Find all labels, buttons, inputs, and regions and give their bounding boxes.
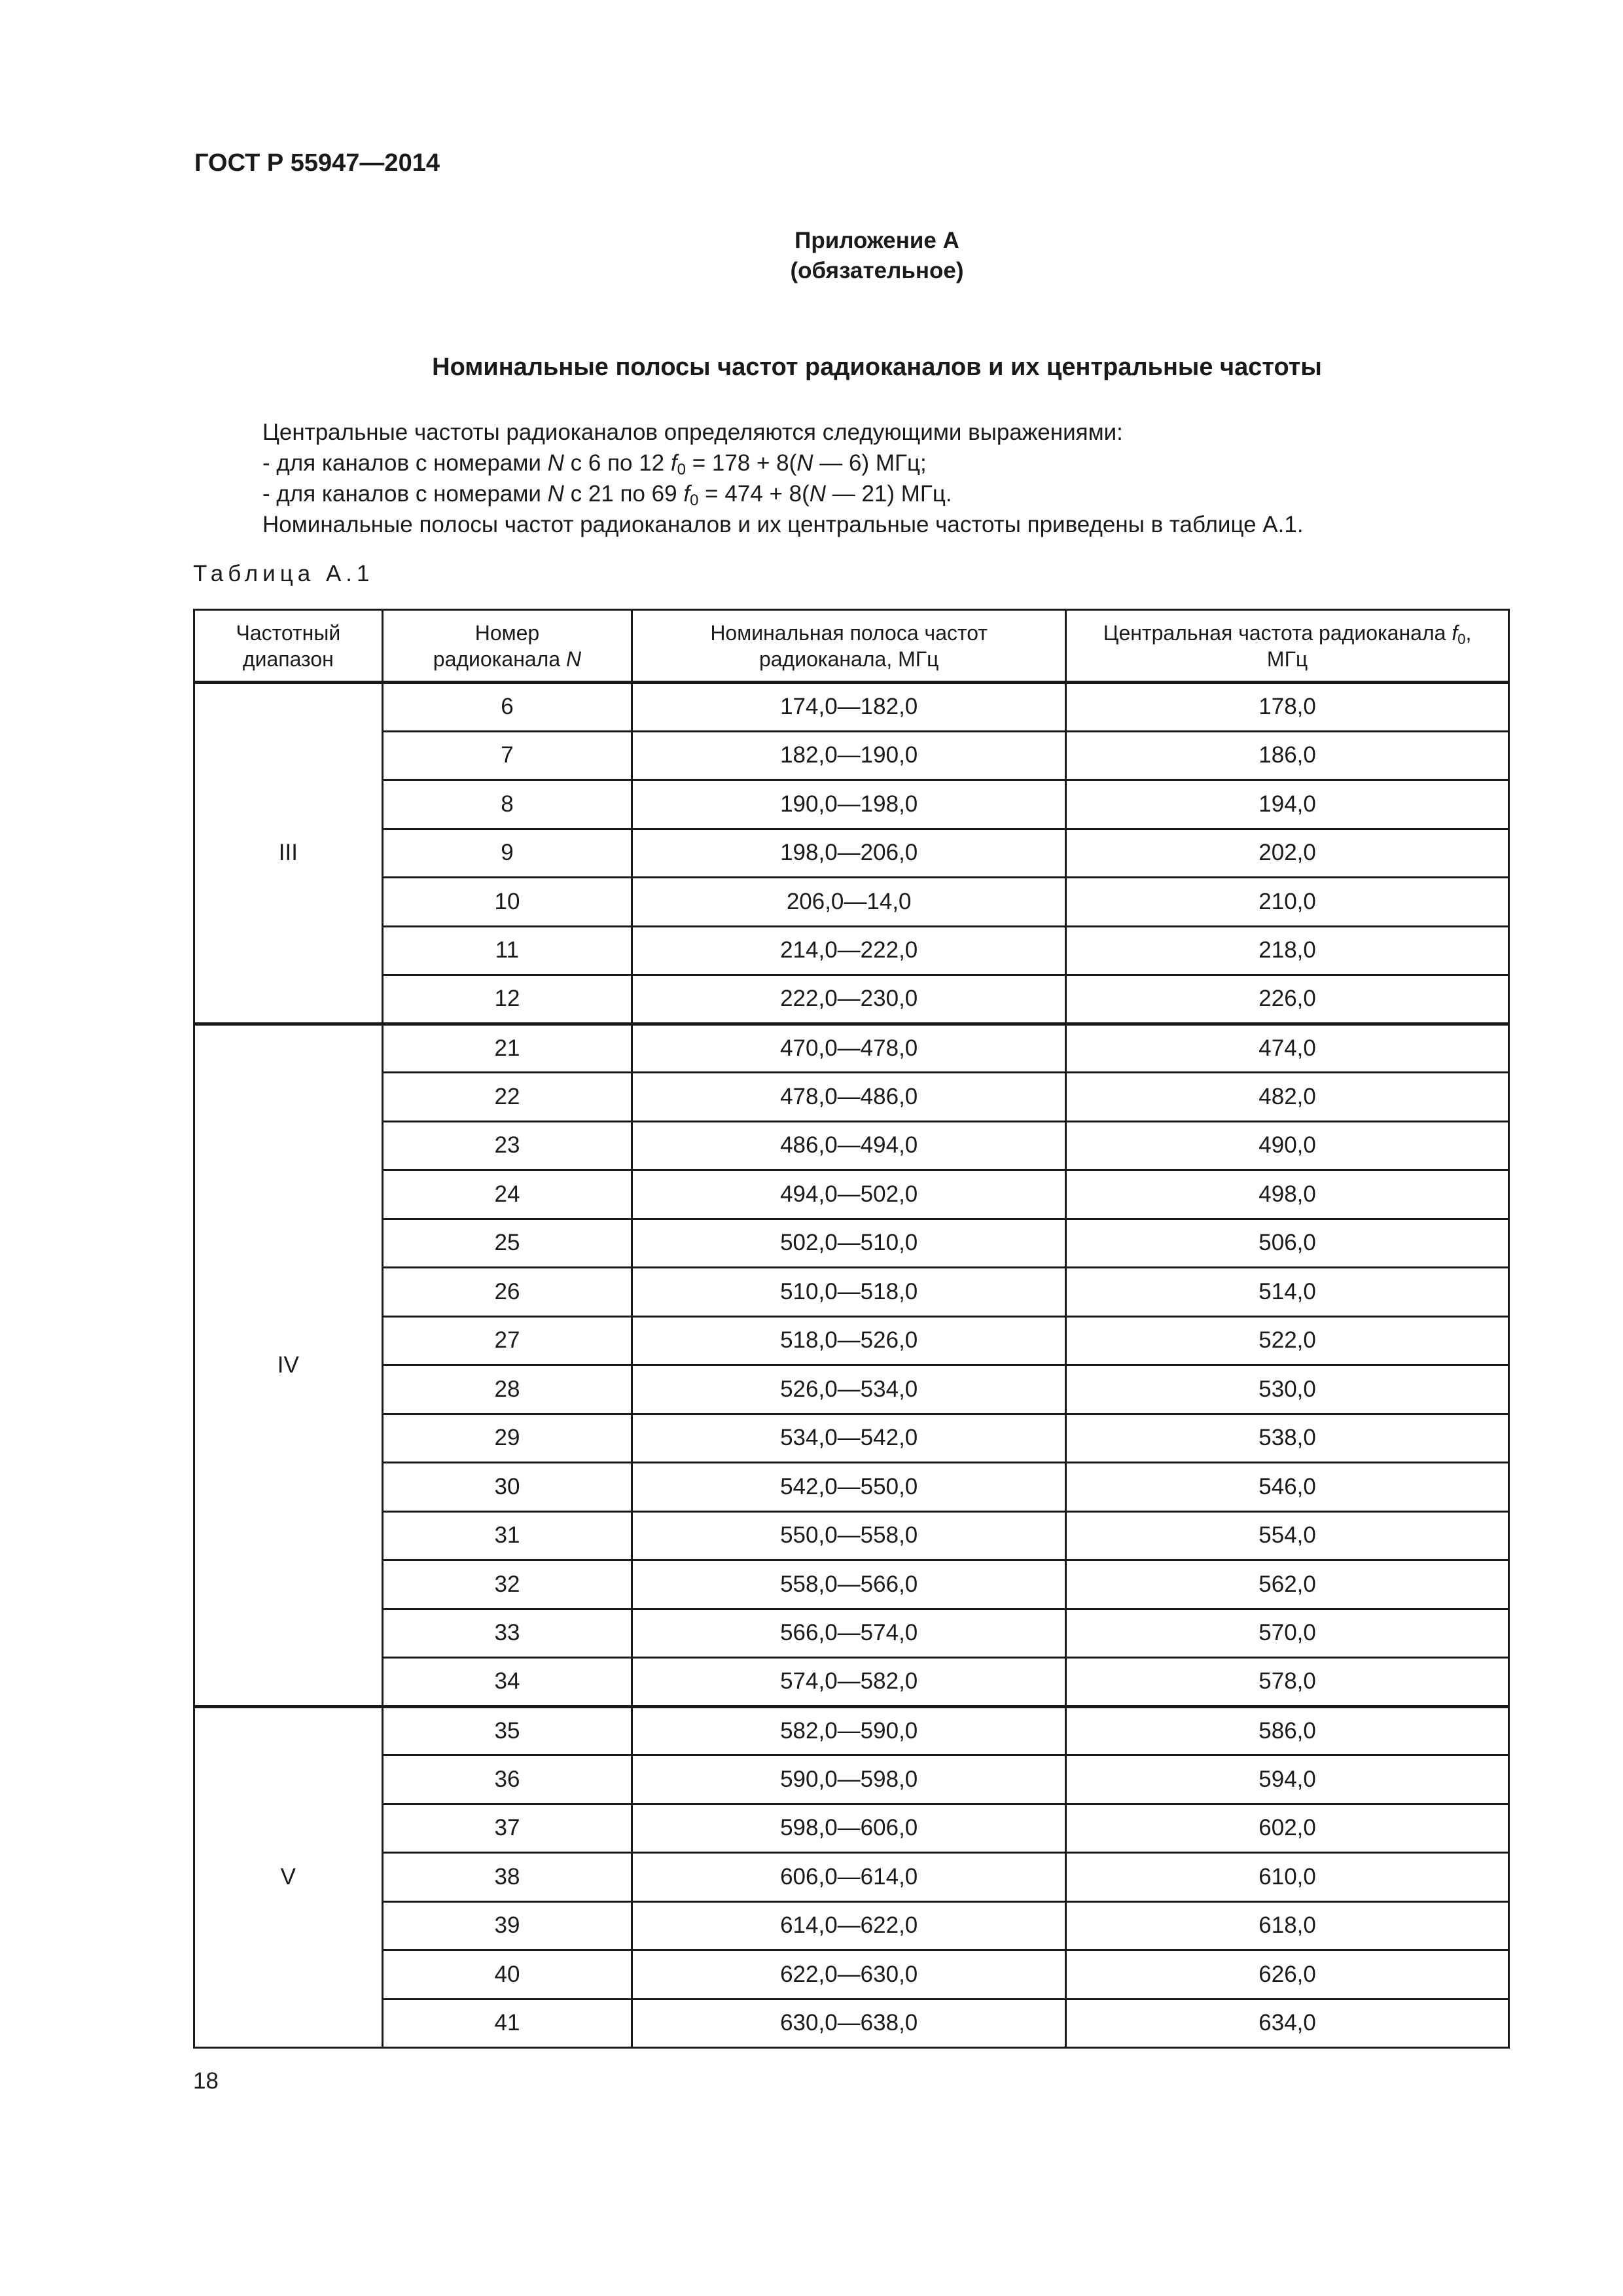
nominal-band-cell: 526,0—534,0 bbox=[632, 1365, 1066, 1414]
nominal-band-cell: 614,0—622,0 bbox=[632, 1901, 1066, 1950]
channel-number-cell: 37 bbox=[382, 1804, 632, 1853]
nominal-band-cell: 606,0—614,0 bbox=[632, 1853, 1066, 1902]
center-frequency-cell: 562,0 bbox=[1066, 1560, 1509, 1609]
center-frequency-cell: 578,0 bbox=[1066, 1658, 1509, 1707]
channel-number-cell: 9 bbox=[382, 829, 632, 878]
center-frequency-cell: 586,0 bbox=[1066, 1706, 1509, 1755]
table-row bbox=[194, 1219, 1509, 1268]
nominal-band-cell: 502,0—510,0 bbox=[632, 1219, 1066, 1268]
table-body bbox=[194, 683, 1509, 2048]
intro-line-1: Центральные частоты радиоканалов определяются следующими выражениями: bbox=[262, 420, 1123, 445]
nominal-band-cell: 590,0—598,0 bbox=[632, 1755, 1066, 1804]
channel-number-cell: 33 bbox=[382, 1609, 632, 1658]
center-frequency-cell: 618,0 bbox=[1066, 1901, 1509, 1950]
table-row bbox=[194, 1901, 1509, 1950]
nominal-band-cell: 486,0—494,0 bbox=[632, 1121, 1066, 1170]
nominal-band-cell: 518,0—526,0 bbox=[632, 1316, 1066, 1365]
center-frequency-cell: 594,0 bbox=[1066, 1755, 1509, 1804]
header-center-frequency: Центральная частота радиоканала $f_0$, МГц bbox=[1066, 610, 1509, 683]
nominal-band-cell: 198,0—206,0 bbox=[632, 829, 1066, 878]
channel-number-cell: 26 bbox=[382, 1268, 632, 1317]
channel-number-cell: 7 bbox=[382, 731, 632, 780]
table-row bbox=[194, 1706, 1509, 1755]
table-row bbox=[194, 926, 1509, 975]
channel-number-cell: 12 bbox=[382, 975, 632, 1024]
nominal-band-cell: 182,0—190,0 bbox=[632, 731, 1066, 780]
center-frequency-cell: 602,0 bbox=[1066, 1804, 1509, 1853]
channel-number-cell: 29 bbox=[382, 1414, 632, 1463]
channel-number-cell: 36 bbox=[382, 1755, 632, 1804]
nominal-band-cell: 574,0—582,0 bbox=[632, 1658, 1066, 1707]
intro-line-2: - для каналов с номерами N с 6 по 12 $f_0 = 178 + 8(N$ — 6) МГц; bbox=[262, 450, 927, 478]
center-frequency-cell: 186,0 bbox=[1066, 731, 1509, 780]
intro-line-3: - для каналов с номерами N с 21 по 69 $f_0 = 474 + 8(N$ — 21) МГц. bbox=[262, 481, 952, 509]
frequency-table bbox=[193, 609, 1510, 2049]
intro-text bbox=[262, 417, 1304, 540]
center-frequency-cell: 226,0 bbox=[1066, 975, 1509, 1024]
center-frequency-cell: 546,0 bbox=[1066, 1463, 1509, 1512]
table-row bbox=[194, 1316, 1509, 1365]
table-row bbox=[194, 1170, 1509, 1219]
table-row bbox=[194, 1365, 1509, 1414]
center-frequency-cell: 178,0 bbox=[1066, 683, 1509, 732]
nominal-band-cell: 598,0—606,0 bbox=[632, 1804, 1066, 1853]
header-nominal-band: Номинальная полоса частот радиоканала, МГц bbox=[632, 610, 1066, 683]
center-frequency-cell: 626,0 bbox=[1066, 1950, 1509, 2000]
nominal-band-cell: 494,0—502,0 bbox=[632, 1170, 1066, 1219]
channel-number-cell: 11 bbox=[382, 926, 632, 975]
nominal-band-cell: 558,0—566,0 bbox=[632, 1560, 1066, 1609]
table-row bbox=[194, 1755, 1509, 1804]
table-row bbox=[194, 683, 1509, 732]
table-caption: Таблица А.1 bbox=[193, 561, 374, 586]
center-frequency-cell: 570,0 bbox=[1066, 1609, 1509, 1658]
table-row bbox=[194, 1853, 1509, 1902]
center-frequency-cell: 634,0 bbox=[1066, 1999, 1509, 2048]
table-row bbox=[194, 1609, 1509, 1658]
channel-number-cell: 25 bbox=[382, 1219, 632, 1268]
table-row bbox=[194, 780, 1509, 829]
appendix-title: Приложение А bbox=[794, 228, 959, 253]
center-frequency-cell: 530,0 bbox=[1066, 1365, 1509, 1414]
channel-number-cell: 8 bbox=[382, 780, 632, 829]
table-row bbox=[194, 1511, 1509, 1560]
table-row bbox=[194, 1121, 1509, 1170]
nominal-band-cell: 214,0—222,0 bbox=[632, 926, 1066, 975]
appendix-status: (обязательное) bbox=[790, 258, 964, 283]
nominal-band-cell: 630,0—638,0 bbox=[632, 1999, 1066, 2048]
nominal-band-cell: 222,0—230,0 bbox=[632, 975, 1066, 1024]
channel-number-cell: 34 bbox=[382, 1658, 632, 1707]
table-row bbox=[194, 878, 1509, 927]
table-row bbox=[194, 1463, 1509, 1512]
channel-number-cell: 41 bbox=[382, 1999, 632, 2048]
band-cell: V bbox=[194, 1706, 383, 2048]
nominal-band-cell: 510,0—518,0 bbox=[632, 1268, 1066, 1317]
table-row bbox=[194, 1804, 1509, 1853]
nominal-band-cell: 534,0—542,0 bbox=[632, 1414, 1066, 1463]
table-row bbox=[194, 731, 1509, 780]
channel-number-cell: 31 bbox=[382, 1511, 632, 1560]
table-row bbox=[194, 1414, 1509, 1463]
channel-number-cell: 27 bbox=[382, 1316, 632, 1365]
channel-number-cell: 24 bbox=[382, 1170, 632, 1219]
nominal-band-cell: 550,0—558,0 bbox=[632, 1511, 1066, 1560]
center-frequency-cell: 514,0 bbox=[1066, 1268, 1509, 1317]
table-row bbox=[194, 1950, 1509, 2000]
band-cell: III bbox=[194, 683, 383, 1024]
table-row bbox=[194, 1024, 1509, 1073]
center-frequency-cell: 210,0 bbox=[1066, 878, 1509, 927]
channel-number-cell: 40 bbox=[382, 1950, 632, 2000]
center-frequency-cell: 202,0 bbox=[1066, 829, 1509, 878]
table-row bbox=[194, 1999, 1509, 2048]
intro-line-4: Номинальные полосы частот радиоканалов и их центральные частоты приведены в таблице А.1. bbox=[262, 512, 1304, 537]
nominal-band-cell: 542,0—550,0 bbox=[632, 1463, 1066, 1512]
header-channel-number: Номер радиоканала N bbox=[382, 610, 632, 683]
page-heading: Номинальные полосы частот радиоканалов и их центральные частоты bbox=[432, 353, 1322, 381]
center-frequency-cell: 194,0 bbox=[1066, 780, 1509, 829]
channel-number-cell: 10 bbox=[382, 878, 632, 927]
table-row bbox=[194, 829, 1509, 878]
table-row bbox=[194, 975, 1509, 1024]
center-frequency-cell: 482,0 bbox=[1066, 1073, 1509, 1122]
center-frequency-cell: 610,0 bbox=[1066, 1853, 1509, 1902]
document-code: ГОСТ Р 55947—2014 bbox=[194, 149, 440, 177]
band-cell: IV bbox=[194, 1024, 383, 1706]
table-row bbox=[194, 1268, 1509, 1317]
channel-number-cell: 35 bbox=[382, 1706, 632, 1755]
table-row bbox=[194, 1073, 1509, 1122]
channel-number-cell: 28 bbox=[382, 1365, 632, 1414]
center-frequency-cell: 218,0 bbox=[1066, 926, 1509, 975]
nominal-band-cell: 622,0—630,0 bbox=[632, 1950, 1066, 2000]
header-band: Частотный диапазон bbox=[194, 610, 383, 683]
channel-number-cell: 30 bbox=[382, 1463, 632, 1512]
center-frequency-cell: 498,0 bbox=[1066, 1170, 1509, 1219]
center-frequency-cell: 506,0 bbox=[1066, 1219, 1509, 1268]
nominal-band-cell: 582,0—590,0 bbox=[632, 1706, 1066, 1755]
nominal-band-cell: 174,0—182,0 bbox=[632, 683, 1066, 732]
center-frequency-cell: 554,0 bbox=[1066, 1511, 1509, 1560]
table-row bbox=[194, 1658, 1509, 1707]
page-number: 18 bbox=[193, 2068, 219, 2094]
channel-number-cell: 23 bbox=[382, 1121, 632, 1170]
center-frequency-cell: 490,0 bbox=[1066, 1121, 1509, 1170]
nominal-band-cell: 190,0—198,0 bbox=[632, 780, 1066, 829]
nominal-band-cell: 470,0—478,0 bbox=[632, 1024, 1066, 1073]
channel-number-cell: 22 bbox=[382, 1073, 632, 1122]
channel-number-cell: 21 bbox=[382, 1024, 632, 1073]
nominal-band-cell: 566,0—574,0 bbox=[632, 1609, 1066, 1658]
channel-number-cell: 32 bbox=[382, 1560, 632, 1609]
channel-number-cell: 39 bbox=[382, 1901, 632, 1950]
table-row bbox=[194, 1560, 1509, 1609]
center-frequency-cell: 474,0 bbox=[1066, 1024, 1509, 1073]
table-header-row bbox=[194, 610, 1509, 683]
nominal-band-cell: 478,0—486,0 bbox=[632, 1073, 1066, 1122]
nominal-band-cell: 206,0—14,0 bbox=[632, 878, 1066, 927]
center-frequency-cell: 538,0 bbox=[1066, 1414, 1509, 1463]
channel-number-cell: 38 bbox=[382, 1853, 632, 1902]
channel-number-cell: 6 bbox=[382, 683, 632, 732]
center-frequency-cell: 522,0 bbox=[1066, 1316, 1509, 1365]
